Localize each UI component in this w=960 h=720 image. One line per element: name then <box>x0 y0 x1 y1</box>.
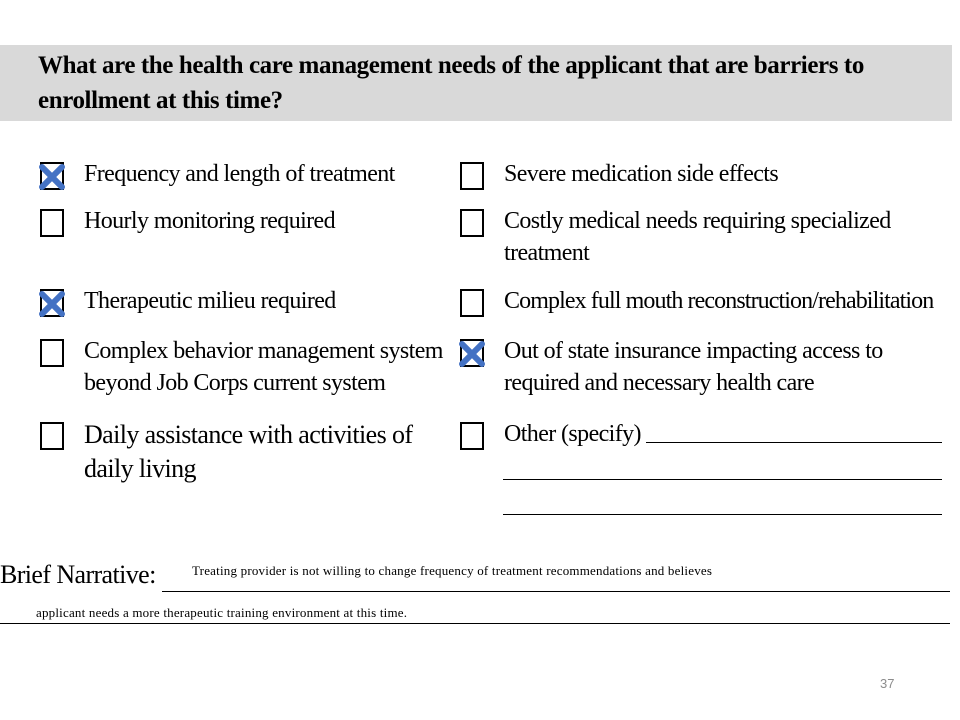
narrative-rule-2[interactable] <box>0 623 950 624</box>
checkbox-label-mouth: Complex full mouth reconstruction/rehabilitation <box>504 288 934 314</box>
checkbox-therapeutic[interactable] <box>40 289 64 317</box>
narrative-label: Brief Narrative: <box>0 560 156 589</box>
other-specify-line-1[interactable] <box>646 442 942 443</box>
checkbox-label-therapeutic: Therapeutic milieu required <box>84 288 336 314</box>
page-number: 37 <box>880 676 895 691</box>
checkbox-label-behavior: Complex behavior management system beyond Job Corps current system <box>84 338 443 396</box>
x-mark-icon <box>39 164 65 190</box>
x-mark-icon <box>39 291 65 317</box>
narrative-line-1: Treating provider is not willing to change frequency of treatment recommendations and believes <box>192 563 713 578</box>
checkbox-label-hourly: Hourly monitoring required <box>84 208 336 234</box>
checkbox-label-insurance: Out of state insurance impacting access to required and necessary health care <box>504 338 883 396</box>
checkbox-label-costly: Costly medical needs requiring specialized treatment <box>504 208 891 266</box>
checkbox-costly[interactable] <box>460 209 484 237</box>
checkbox-behavior[interactable] <box>40 339 64 367</box>
question-title: What are the health care management needs of the applicant that are barriers to enrollment at this time? <box>38 52 864 114</box>
narrative-line-2: applicant needs a more therapeutic training environment at this time. <box>36 605 408 620</box>
narrative-rule-1[interactable] <box>162 591 950 592</box>
checkbox-other[interactable] <box>460 422 484 450</box>
checkbox-label-other: Other (specify) <box>504 421 641 447</box>
checkbox-frequency[interactable] <box>40 162 64 190</box>
x-mark-icon <box>459 341 485 367</box>
other-specify-line-2[interactable] <box>503 479 942 480</box>
other-specify-line-3[interactable] <box>503 514 942 515</box>
checkbox-insurance[interactable] <box>460 339 484 367</box>
checkbox-medication[interactable] <box>460 162 484 190</box>
checkbox-mouth[interactable] <box>460 289 484 317</box>
checkbox-label-medication: Severe medication side effects <box>504 161 779 187</box>
checkbox-label-daily: Daily assistance with activities of daily living <box>84 420 413 483</box>
checkbox-label-frequency: Frequency and length of treatment <box>84 161 395 187</box>
checkbox-daily[interactable] <box>40 422 64 450</box>
checkbox-hourly[interactable] <box>40 209 64 237</box>
